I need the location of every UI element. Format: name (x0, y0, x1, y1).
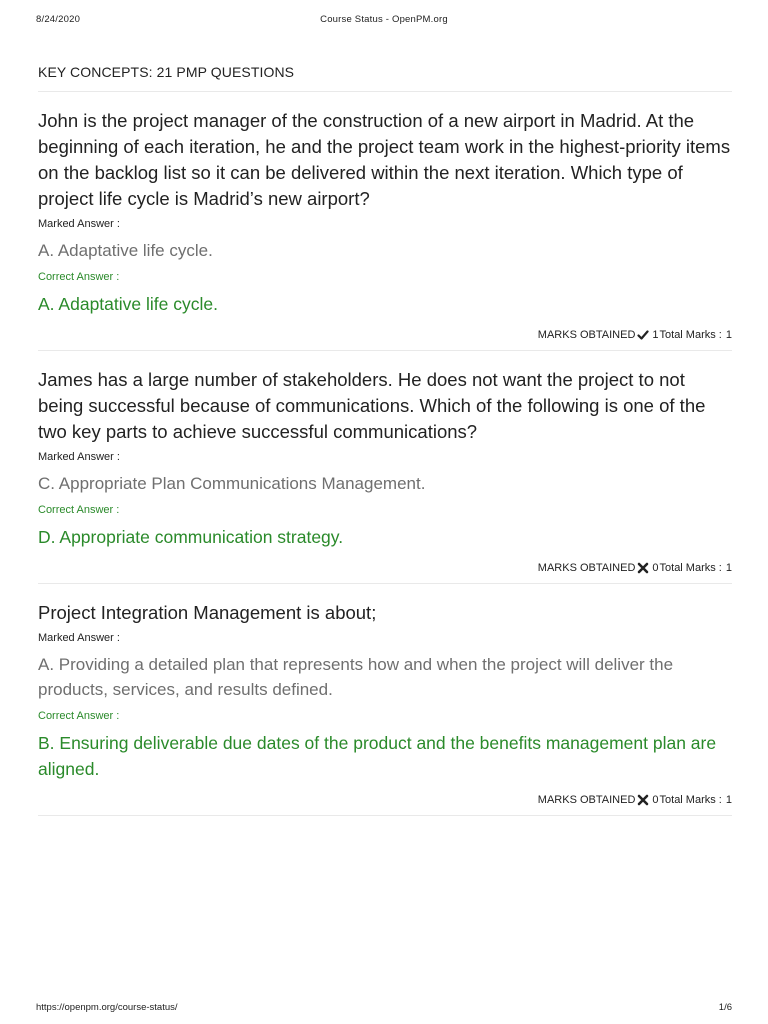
print-date: 8/24/2020 (36, 14, 81, 25)
print-header (36, 14, 732, 30)
correct-answer-label: Correct Answer : (38, 504, 120, 516)
marks-obtained-label: MARKS OBTAINED (537, 794, 636, 806)
total-marks-label: Total Marks : (659, 562, 722, 574)
marked-answer: C. Appropriate Plan Communications Management. (38, 474, 426, 493)
total-marks-value: 1 (725, 329, 732, 341)
marked-answer-label: Marked Answer : (38, 451, 120, 463)
marked-answer: A. Adaptative life cycle. (38, 241, 213, 260)
question-item (38, 584, 732, 816)
marks-obtained-value: 0 (652, 562, 659, 574)
total-marks-value: 1 (725, 562, 732, 574)
marks-obtained-value: 0 (652, 794, 659, 806)
marks-obtained-label: MARKS OBTAINED (537, 562, 636, 574)
course-status-content (38, 56, 732, 816)
correct-answer: D. Appropriate communication strategy. (38, 527, 344, 547)
course-title: KEY CONCEPTS: 21 PMP QUESTIONS (38, 56, 732, 92)
check-icon (637, 329, 649, 341)
marks-obtained-label: MARKS OBTAINED (537, 329, 636, 341)
correct-answer-label: Correct Answer : (38, 710, 120, 722)
marks-summary (38, 327, 732, 343)
marks-obtained-value: 1 (652, 329, 659, 341)
correct-answer: B. Ensuring deliverable due dates of the product and the benefits management plan are aligned. (38, 733, 717, 779)
question-text: John is the project manager of the construction of a new airport in Madrid. At the beginning of each iteration, he and the project team work in the highest-priority items on the backlog list so it can be delivered within the next iteration. Which type of project life cycle is Madrid’s new airport? (38, 110, 731, 209)
correct-answer: A. Adaptative life cycle. (38, 294, 218, 314)
total-marks-label: Total Marks : (659, 329, 722, 341)
marks-summary (38, 560, 732, 576)
total-marks-value: 1 (725, 794, 732, 806)
marks-summary (38, 792, 732, 808)
marked-answer-label: Marked Answer : (38, 218, 120, 230)
correct-answer-label: Correct Answer : (38, 271, 120, 283)
cross-icon (637, 794, 649, 806)
question-text: Project Integration Management is about; (38, 602, 377, 623)
question-text: James has a large number of stakeholders. He does not want the project to not being successful because of communications. Which of the following is one of the two key parts to achieve successful communications? (38, 369, 706, 442)
cross-icon (637, 562, 649, 574)
page-number: 1/6 (718, 1002, 732, 1013)
marked-answer-label: Marked Answer : (38, 632, 120, 644)
page-url: https://openpm.org/course-status/ (36, 1002, 178, 1013)
question-item (38, 92, 732, 351)
question-item (38, 351, 732, 584)
marked-answer: A. Providing a detailed plan that represents how and when the project will deliver the products, services, and results defined. (38, 655, 674, 699)
total-marks-label: Total Marks : (659, 794, 722, 806)
print-footer (36, 1002, 732, 1016)
print-page-title: Course Status - OpenPM.org (320, 14, 448, 25)
